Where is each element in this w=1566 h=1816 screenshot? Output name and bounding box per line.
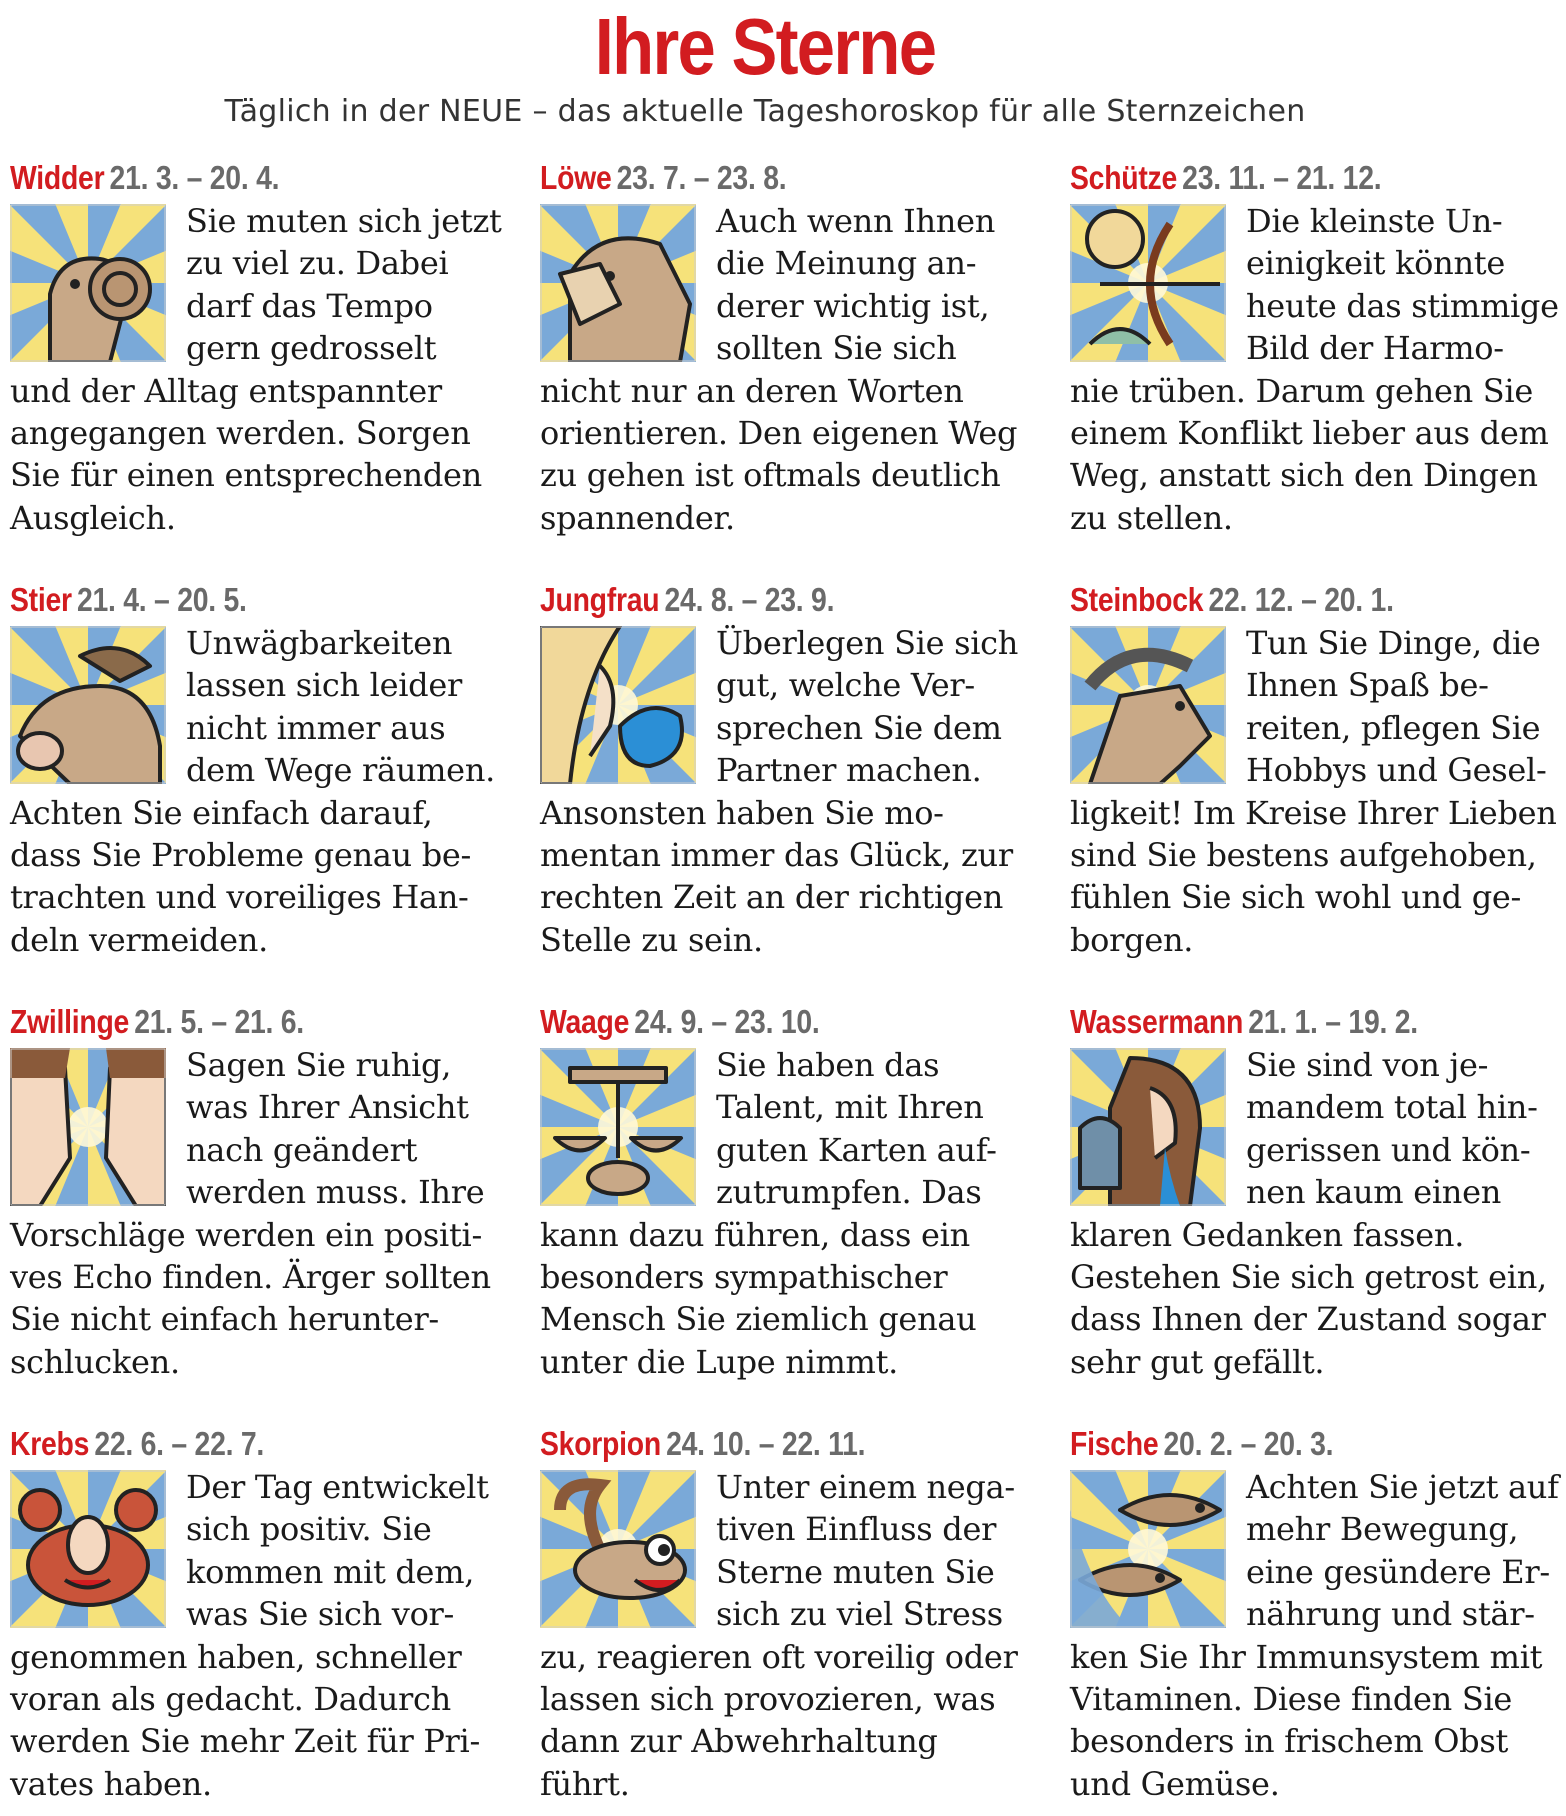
text-line: nicht immer aus (186, 708, 446, 747)
text-line: die Meinung an- (716, 244, 977, 283)
sign-heading (540, 580, 974, 620)
text-line: nach geändert (186, 1130, 418, 1169)
text-line: ves Echo finden. Ärger sollten (10, 1258, 491, 1297)
text-line: guten Karten auf- (716, 1130, 997, 1169)
text-line: Bild der Harmo- (1246, 329, 1504, 368)
sign-name: Zwillinge (10, 1003, 130, 1040)
horoscope-text (540, 622, 1045, 961)
sign-card-skorpion (540, 1424, 1045, 1805)
archer-icon (1070, 204, 1226, 362)
text-line: Unter einem nega- (716, 1468, 1015, 1506)
text-line: Ihnen Spaß be- (1246, 666, 1489, 705)
sign-heading (540, 1424, 974, 1464)
sign-dates: 20. 2. – 20. 3. (1163, 1425, 1334, 1462)
text-line: kann dazu führen, dass ein (540, 1215, 970, 1254)
text-line: Sagen Sie ruhig, (186, 1046, 452, 1084)
text-line: werden Sie mehr Zeit für Pri- (10, 1722, 480, 1761)
sign-name: Fische (1070, 1425, 1159, 1462)
text-line: sind Sie bestens aufgehoben, (1070, 836, 1537, 875)
text-line: zu stellen. (1070, 498, 1233, 537)
text-line: reiten, pflegen Sie (1246, 708, 1541, 747)
text-line: orientieren. Den eigenen Weg (540, 414, 1018, 453)
lion-icon (540, 204, 696, 362)
horoscope-text (10, 622, 515, 961)
text-line: sprechen Sie dem (716, 708, 1002, 747)
sign-card-widder (10, 158, 515, 539)
text-line: Ansonsten haben Sie mo- (540, 793, 944, 832)
text-line: voran als gedacht. Dadurch (10, 1680, 451, 1719)
ram-icon (10, 204, 166, 362)
text-line: Sie für einen entsprechenden (10, 456, 482, 495)
horoscope-text (540, 200, 1045, 539)
bull-icon (10, 626, 166, 784)
text-line: Die kleinste Un- (1246, 202, 1503, 240)
text-line: was Sie sich vor- (186, 1595, 455, 1634)
sign-dates: 21. 5. – 21. 6. (134, 1003, 304, 1040)
horoscope-text (1070, 200, 1566, 539)
text-line: sehr gut gefällt. (1070, 1342, 1325, 1381)
text-line: angegangen werden. Sorgen (10, 414, 471, 453)
sign-dates: 24. 10. – 22. 11. (666, 1425, 866, 1462)
text-line: Achten Sie einfach darauf, (10, 793, 433, 832)
sign-name: Steinbock (1070, 581, 1204, 618)
sign-dates: 23. 11. – 21. 12. (1182, 159, 1382, 196)
sign-name: Krebs (10, 1425, 90, 1462)
text-line: nährung und stär- (1246, 1595, 1535, 1634)
text-line: trachten und voreiliges Han- (10, 878, 469, 917)
sign-card-löwe (540, 158, 1045, 539)
crab-icon (10, 1470, 166, 1628)
sign-dates: 24. 9. – 23. 10. (634, 1003, 820, 1040)
horoscope-text (540, 1044, 1045, 1383)
sign-dates: 24. 8. – 23. 9. (664, 581, 835, 618)
sign-card-schütze (1070, 158, 1566, 539)
horoscope-text (1070, 622, 1566, 961)
sign-name: Löwe (540, 159, 612, 196)
text-line: nicht nur an deren Worten (540, 371, 964, 410)
sign-name: Skorpion (540, 1425, 661, 1462)
text-line: Überlegen Sie sich (716, 624, 1019, 662)
text-line: Unwägbarkeiten (186, 624, 453, 662)
text-line: und der Alltag entspannter (10, 371, 442, 410)
horoscope-text (1070, 1044, 1566, 1383)
horoscope-text (10, 1044, 515, 1383)
text-line: zutrumpfen. Das (716, 1173, 982, 1212)
sign-card-fische (1070, 1424, 1566, 1805)
text-line: gerissen und kön- (1246, 1130, 1531, 1169)
text-line: deln vermeiden. (10, 920, 268, 959)
text-line: schlucken. (10, 1342, 180, 1381)
text-line: genommen haben, schneller (10, 1637, 462, 1676)
text-line: borgen. (1070, 920, 1194, 959)
text-line: werden muss. Ihre (186, 1173, 485, 1212)
text-line: heute das stimmige (1246, 286, 1559, 325)
scorpion-icon (540, 1470, 696, 1628)
sign-name: Stier (10, 581, 72, 618)
sign-name: Wassermann (1070, 1003, 1244, 1040)
text-line: ligkeit! Im Kreise Ihrer Lieben (1070, 793, 1557, 832)
sign-heading (10, 580, 444, 620)
sign-heading (540, 158, 974, 198)
sign-name: Schütze (1070, 159, 1178, 196)
text-line: dem Wege räumen. (186, 751, 495, 790)
sign-dates: 21. 1. – 19. 2. (1248, 1003, 1418, 1040)
text-line: Talent, mit Ihren (716, 1088, 984, 1127)
text-line: nen kaum einen (1246, 1173, 1502, 1212)
horoscope-text (1070, 1466, 1566, 1805)
sign-card-waage (540, 1002, 1045, 1383)
text-line: sich zu viel Stress (716, 1595, 1003, 1634)
text-line: Partner machen. (716, 751, 982, 790)
text-line: dass Sie Probleme genau be- (10, 836, 472, 875)
text-line: Tun Sie Dinge, die (1246, 624, 1541, 662)
water-bearer-icon (1070, 1048, 1226, 1206)
text-line: lassen sich provozieren, was (540, 1680, 996, 1719)
text-line: was Ihrer Ansicht (186, 1088, 469, 1127)
text-line: Vorschläge werden ein positi- (10, 1215, 482, 1254)
text-line: ken Sie Ihr Immunsystem mit (1070, 1637, 1543, 1676)
text-line: führt. (540, 1764, 630, 1803)
sign-name: Widder (10, 159, 105, 196)
text-line: besonders sympathischer (540, 1258, 948, 1297)
sign-heading (540, 1002, 974, 1042)
text-line: mandem total hin- (1246, 1088, 1538, 1127)
sign-card-jungfrau (540, 580, 1045, 961)
text-line: mehr Bewegung, (1246, 1510, 1519, 1549)
sign-card-steinbock (1070, 580, 1566, 961)
sign-heading (10, 1424, 444, 1464)
text-line: unter die Lupe nimmt. (540, 1342, 899, 1381)
sign-heading (1070, 580, 1504, 620)
text-line: Mensch Sie ziemlich genau (540, 1300, 977, 1339)
text-line: Stelle zu sein. (540, 920, 763, 959)
scales-icon (540, 1048, 696, 1206)
text-line: klaren Gedanken fassen. (1070, 1215, 1465, 1254)
text-line: mentan immer das Glück, zur (540, 836, 1013, 875)
sign-heading (10, 1002, 444, 1042)
text-line: kommen mit dem, (186, 1552, 475, 1591)
sign-card-stier (10, 580, 515, 961)
text-line: Sie nicht einfach herunter- (10, 1300, 439, 1339)
text-line: einigkeit könnte (1246, 244, 1505, 283)
sign-heading (10, 158, 444, 198)
sign-dates: 22. 12. – 20. 1. (1208, 581, 1394, 618)
virgin-icon (540, 626, 696, 784)
sign-card-krebs (10, 1424, 515, 1805)
text-line: dass Ihnen der Zustand sogar (1070, 1300, 1546, 1339)
text-line: und Gemüse. (1070, 1764, 1280, 1803)
sign-heading (1070, 158, 1504, 198)
text-line: nie trüben. Darum gehen Sie (1070, 371, 1533, 410)
text-line: Ausgleich. (10, 498, 176, 537)
sign-name: Jungfrau (540, 581, 660, 618)
text-line: lassen sich leider (186, 666, 462, 705)
text-line: gern gedrosselt (186, 329, 437, 368)
text-line: Vitaminen. Diese finden Sie (1070, 1680, 1513, 1719)
text-line: zu gehen ist oftmals deutlich (540, 456, 1001, 495)
text-line: sich positiv. Sie (186, 1510, 432, 1549)
sign-card-zwillinge (10, 1002, 515, 1383)
sign-heading (1070, 1424, 1504, 1464)
text-line: gut, welche Ver- (716, 666, 975, 705)
sign-heading (1070, 1002, 1504, 1042)
text-line: spannender. (540, 498, 735, 537)
text-line: Auch wenn Ihnen (716, 202, 996, 240)
text-line: Sie sind von je- (1246, 1046, 1489, 1084)
sign-dates: 23. 7. – 23. 8. (616, 159, 787, 196)
text-line: fühlen Sie sich wohl und ge- (1070, 878, 1522, 917)
text-line: Gestehen Sie sich getrost ein, (1070, 1258, 1547, 1297)
horoscope-text (10, 1466, 515, 1805)
text-line: dann zur Abwehrhaltung (540, 1722, 938, 1761)
text-line: Weg, anstatt sich den Dingen (1070, 456, 1538, 495)
sign-dates: 21. 4. – 20. 5. (76, 581, 247, 618)
horoscope-text (10, 200, 515, 539)
ibex-icon (1070, 626, 1226, 784)
sign-name: Waage (540, 1003, 630, 1040)
text-line: Hobbys und Gesel- (1246, 751, 1547, 790)
text-line: Achten Sie jetzt auf (1246, 1468, 1559, 1506)
text-line: Sie muten sich jetzt (186, 202, 502, 240)
text-line: besonders in frischem Obst (1070, 1722, 1509, 1761)
text-line: derer wichtig ist, (716, 286, 990, 325)
text-line: einem Konflikt lieber aus dem (1070, 414, 1549, 453)
sign-card-wassermann (1070, 1002, 1566, 1383)
sign-dates: 22. 6. – 22. 7. (94, 1425, 265, 1462)
text-line: Der Tag entwickelt (186, 1468, 489, 1506)
text-line: tiven Einfluss der (716, 1510, 997, 1549)
text-line: eine gesündere Er- (1246, 1552, 1550, 1591)
text-line: vates haben. (10, 1764, 212, 1803)
text-line: rechten Zeit an der richtigen (540, 878, 1004, 917)
text-line: Sterne muten Sie (716, 1552, 995, 1591)
text-line: Sie haben das (716, 1046, 940, 1084)
text-line: sollten Sie sich (716, 329, 957, 368)
twins-icon (10, 1048, 166, 1206)
sign-dates: 21. 3. – 20. 4. (109, 159, 280, 196)
text-line: zu viel zu. Dabei (186, 244, 449, 283)
text-line: zu, reagieren oft voreilig oder (540, 1637, 1018, 1676)
horoscope-text (540, 1466, 1045, 1805)
text-line: darf das Tempo (186, 286, 433, 325)
page-title: Ihre Sterne (594, 2, 936, 91)
page-subtitle: Täglich in der NEUE – das aktuelle Tageshoroskop für alle Sternzeichen (224, 94, 1306, 129)
fish-icon (1070, 1470, 1226, 1628)
